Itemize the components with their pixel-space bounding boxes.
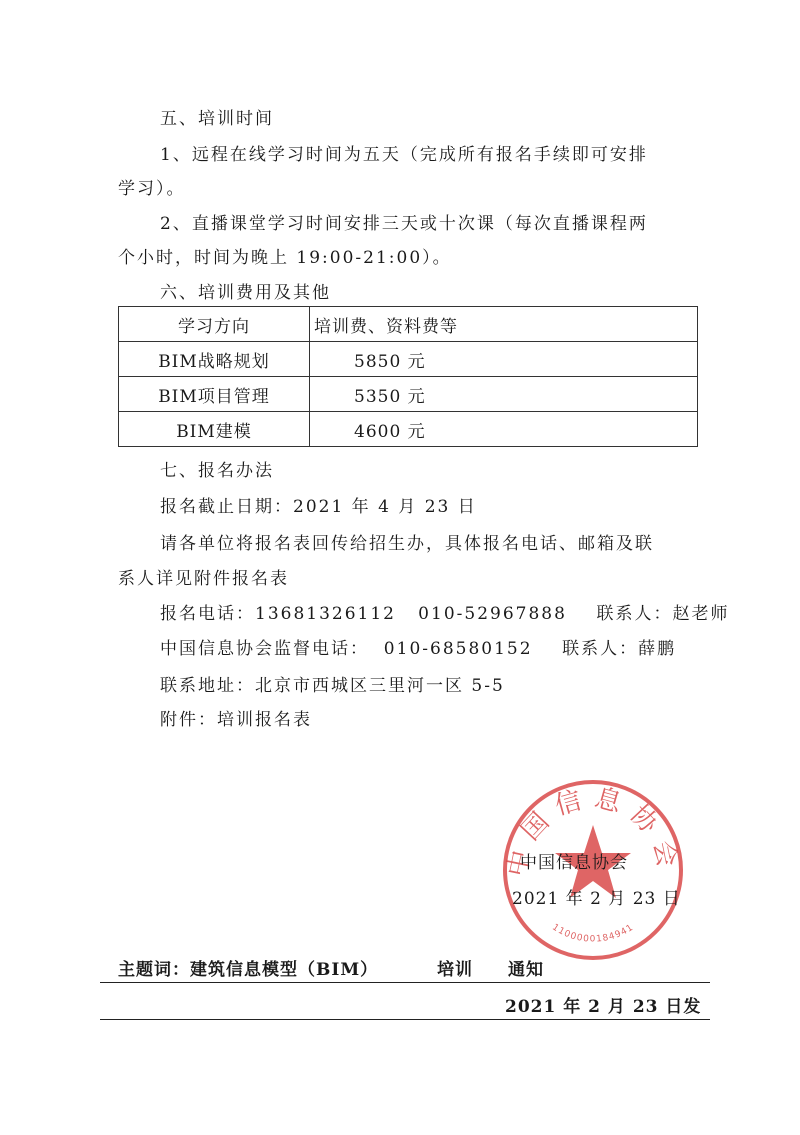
seal-text: 中国信息协会 <box>502 782 684 880</box>
svg-text:1100000184941 <box>550 923 636 945</box>
attachment-text: 附件：培训报名表 <box>160 710 312 730</box>
fee-table-cell-direction: BIM项目管理 <box>119 377 310 412</box>
section6-heading: 六、培训费用及其他 <box>160 283 331 303</box>
fee-table-header-row <box>119 307 698 342</box>
section5-heading: 五、培训时间 <box>160 109 274 129</box>
fee-table-cell-fee: 5850 元 <box>310 342 698 377</box>
phone-text: 报名电话：13681326112 010-52967888 联系人：赵老师 <box>160 604 730 624</box>
divider-line <box>100 1019 710 1020</box>
footer-keywords <box>118 955 544 980</box>
table-row <box>119 412 698 447</box>
instruction-line1: 请各单位将报名表回传给招生办，具体报名电话、邮箱及联 <box>160 534 654 554</box>
supervision-text: 中国信息协会监督电话： 010-68580152 联系人：薛鹏 <box>160 639 677 659</box>
keyword-notice: 通知 <box>507 960 544 980</box>
section5-item1-line1: 1、远程在线学习时间为五天（完成所有报名手续即可安排 <box>160 145 648 165</box>
fee-table-cell-direction: BIM战略规划 <box>119 342 310 377</box>
keyword-training: 培训 <box>437 960 474 980</box>
fee-table <box>118 306 698 447</box>
signature-date: 2021 年 2 月 23 日 <box>512 889 681 909</box>
seal-number: 1100000184941 <box>550 922 636 945</box>
address-text: 联系地址：北京市西城区三里河一区 5-5 <box>160 676 505 696</box>
fee-table-header-direction: 学习方向 <box>119 307 310 342</box>
keywords-label: 主题词：建筑信息模型（BIM） <box>118 960 379 980</box>
fee-table-cell-fee: 5350 元 <box>310 377 698 412</box>
section5-item2-line2: 个小时，时间为晚上 19:00-21:00）。 <box>118 248 452 268</box>
fee-table-header-fee: 培训费、资料费等 <box>310 307 698 342</box>
section5-item1-line2: 学习）。 <box>118 179 186 199</box>
table-row <box>119 342 698 377</box>
fee-table-cell-direction: BIM建模 <box>119 412 310 447</box>
instruction-line2: 系人详见附件报名表 <box>118 569 289 589</box>
deadline-text: 报名截止日期：2021 年 4 月 23 日 <box>160 497 477 517</box>
table-row <box>119 377 698 412</box>
section7-heading: 七、报名办法 <box>160 461 274 481</box>
section5-item2-line1: 2、直播课堂学习时间安排三天或十次课（每次直播课程两 <box>160 214 648 234</box>
signature-org: 中国信息协会 <box>520 853 628 873</box>
issue-date: 2021 年 2 月 23 日发 <box>505 997 702 1017</box>
divider-line <box>100 982 710 983</box>
fee-table-cell-fee: 4600 元 <box>310 412 698 447</box>
